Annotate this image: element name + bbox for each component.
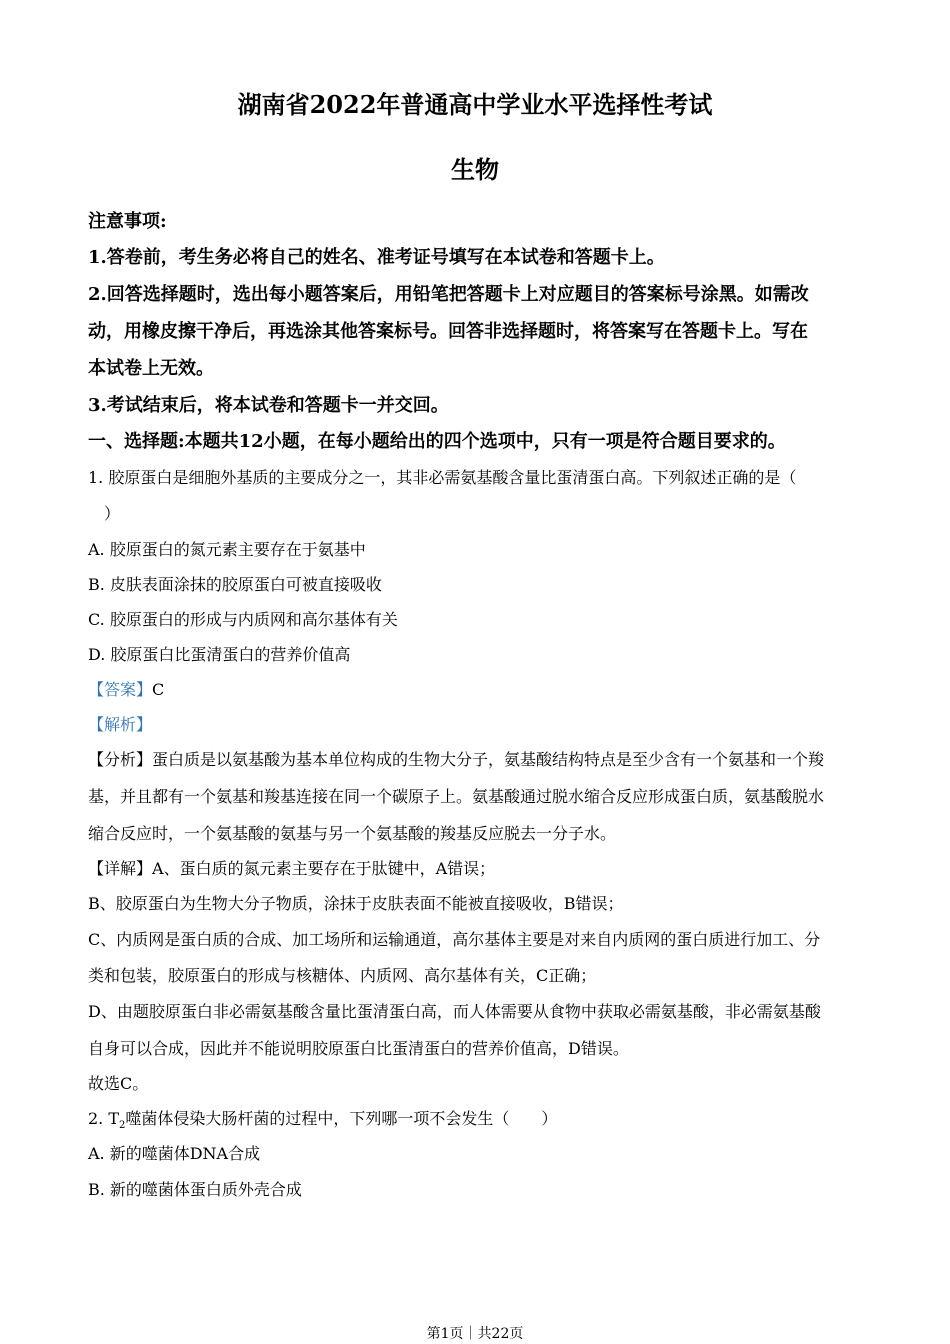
exam-title: 湖南省2022年普通高中学业水平选择性考试: [237, 90, 713, 119]
q1-xiangjie-d-line-2: 自身可以合成，因此并不能说明胶原蛋白比蛋清蛋白的营养价值高，D错误。: [88, 1039, 629, 1058]
notice-item-2-line-2: 动，用橡皮擦干净后，再选涂其他答案标号。回答非选择题时，将答案写在答题卡上。写在: [88, 321, 808, 342]
q2-stem-post: 噬菌体侵染大肠杆菌的过程中，下列哪一项不会发生（ ）: [125, 1109, 558, 1128]
q1-xiangjie-c-line-2: 类和包装，胶原蛋白的形成与核糖体、内质网、高尔基体有关，C正确；: [88, 966, 597, 985]
q1-xiangjie-d-line-1: D、由题胶原蛋白非必需氨基酸含量比蛋清蛋白高，而人体需要从食物中获取必需氨基酸，非必需氨基酸: [88, 1002, 821, 1021]
q2-option-a: A. 新的噬菌体DNA合成: [88, 1144, 261, 1163]
q1-option-a: A. 胶原蛋白的氮元素主要存在于氨基中: [88, 540, 366, 559]
notice-heading: 注意事项:: [88, 211, 167, 232]
q1-option-b: B. 皮肤表面涂抹的胶原蛋白可被直接吸收: [88, 575, 382, 594]
q1-option-d: D. 胶原蛋白比蛋清蛋白的营养价值高: [88, 645, 351, 664]
notice-item-2-line-1: 2.回答选择题时，选出每小题答案后，用铅笔把答题卡上对应题目的答案标号涂黑。如需改: [88, 284, 809, 305]
q1-option-c: C. 胶原蛋白的形成与内质网和高尔基体有关: [88, 610, 398, 629]
q2-stem: [88, 1109, 868, 1132]
q1-fenxi-line-2: 基，并且都有一个氨基和羧基连接在同一个碳原子上。氨基酸通过脱水缩合反应形成蛋白质，氨基酸脱水: [88, 787, 825, 806]
q1-stem-line-1: 1. 胶原蛋白是细胞外基质的主要成分之一，其非必需氨基酸含量比蛋清蛋白高。下列叙述正确的是（: [88, 468, 797, 487]
answer-value: C: [152, 680, 165, 699]
fenxi-text: 蛋白质是以氨基酸为基本单位构成的生物大分子，氨基酸结构特点是至少含有一个氨基和一个羧: [152, 750, 825, 769]
q1-fenxi-line-1: [88, 750, 868, 770]
q1-xiangjie-c-line-1: C、内质网是蛋白质的合成、加工场所和运输通道，高尔基体主要是对来自内质网的蛋白质进行加工、分: [88, 930, 821, 949]
xiangjie-a-text: A、蛋白质的氮元素主要存在于肽键中，A错误；: [152, 859, 496, 878]
answer-tag: 【答案】: [88, 680, 153, 699]
q2-stem-pre: 2. T: [88, 1109, 120, 1128]
notice-item-1: 1.答卷前，考生务必将自己的姓名、准考证号填写在本试卷和答题卡上。: [88, 247, 665, 268]
q1-answer: [88, 680, 868, 700]
section-heading: 一、选择题:本题共12小题，在每小题给出的四个选项中，只有一项是符合题目要求的。: [88, 431, 786, 452]
fenxi-tag: 【分析】: [88, 750, 153, 769]
notice-item-2-line-3: 本试卷上无效。: [88, 358, 214, 379]
exam-subject: 生物: [451, 155, 499, 184]
notice-item-3: 3.考试结束后，将本试卷和答题卡一并交回。: [88, 395, 449, 416]
q1-fenxi-line-3: 缩合反应时，一个氨基酸的氨基与另一个氨基酸的羧基反应脱去一分子水。: [88, 824, 617, 843]
page-footer: 第1页｜共22页: [426, 1326, 524, 1342]
q1-analysis-tag: 【解析】: [88, 715, 153, 734]
q1-xiangjie-b: B、胶原蛋白为生物大分子物质，涂抹于皮肤表面不能被直接吸收，B错误；: [88, 894, 624, 913]
xiangjie-tag: 【详解】: [88, 859, 153, 878]
q2-stem-subscript: 2: [119, 1120, 126, 1132]
q2-option-b: B. 新的噬菌体蛋白质外壳合成: [88, 1180, 302, 1199]
q1-stem-line-2: ）: [104, 504, 121, 523]
q1-xiangjie-a: [88, 859, 868, 879]
q1-conclusion: 故选C。: [88, 1074, 149, 1093]
